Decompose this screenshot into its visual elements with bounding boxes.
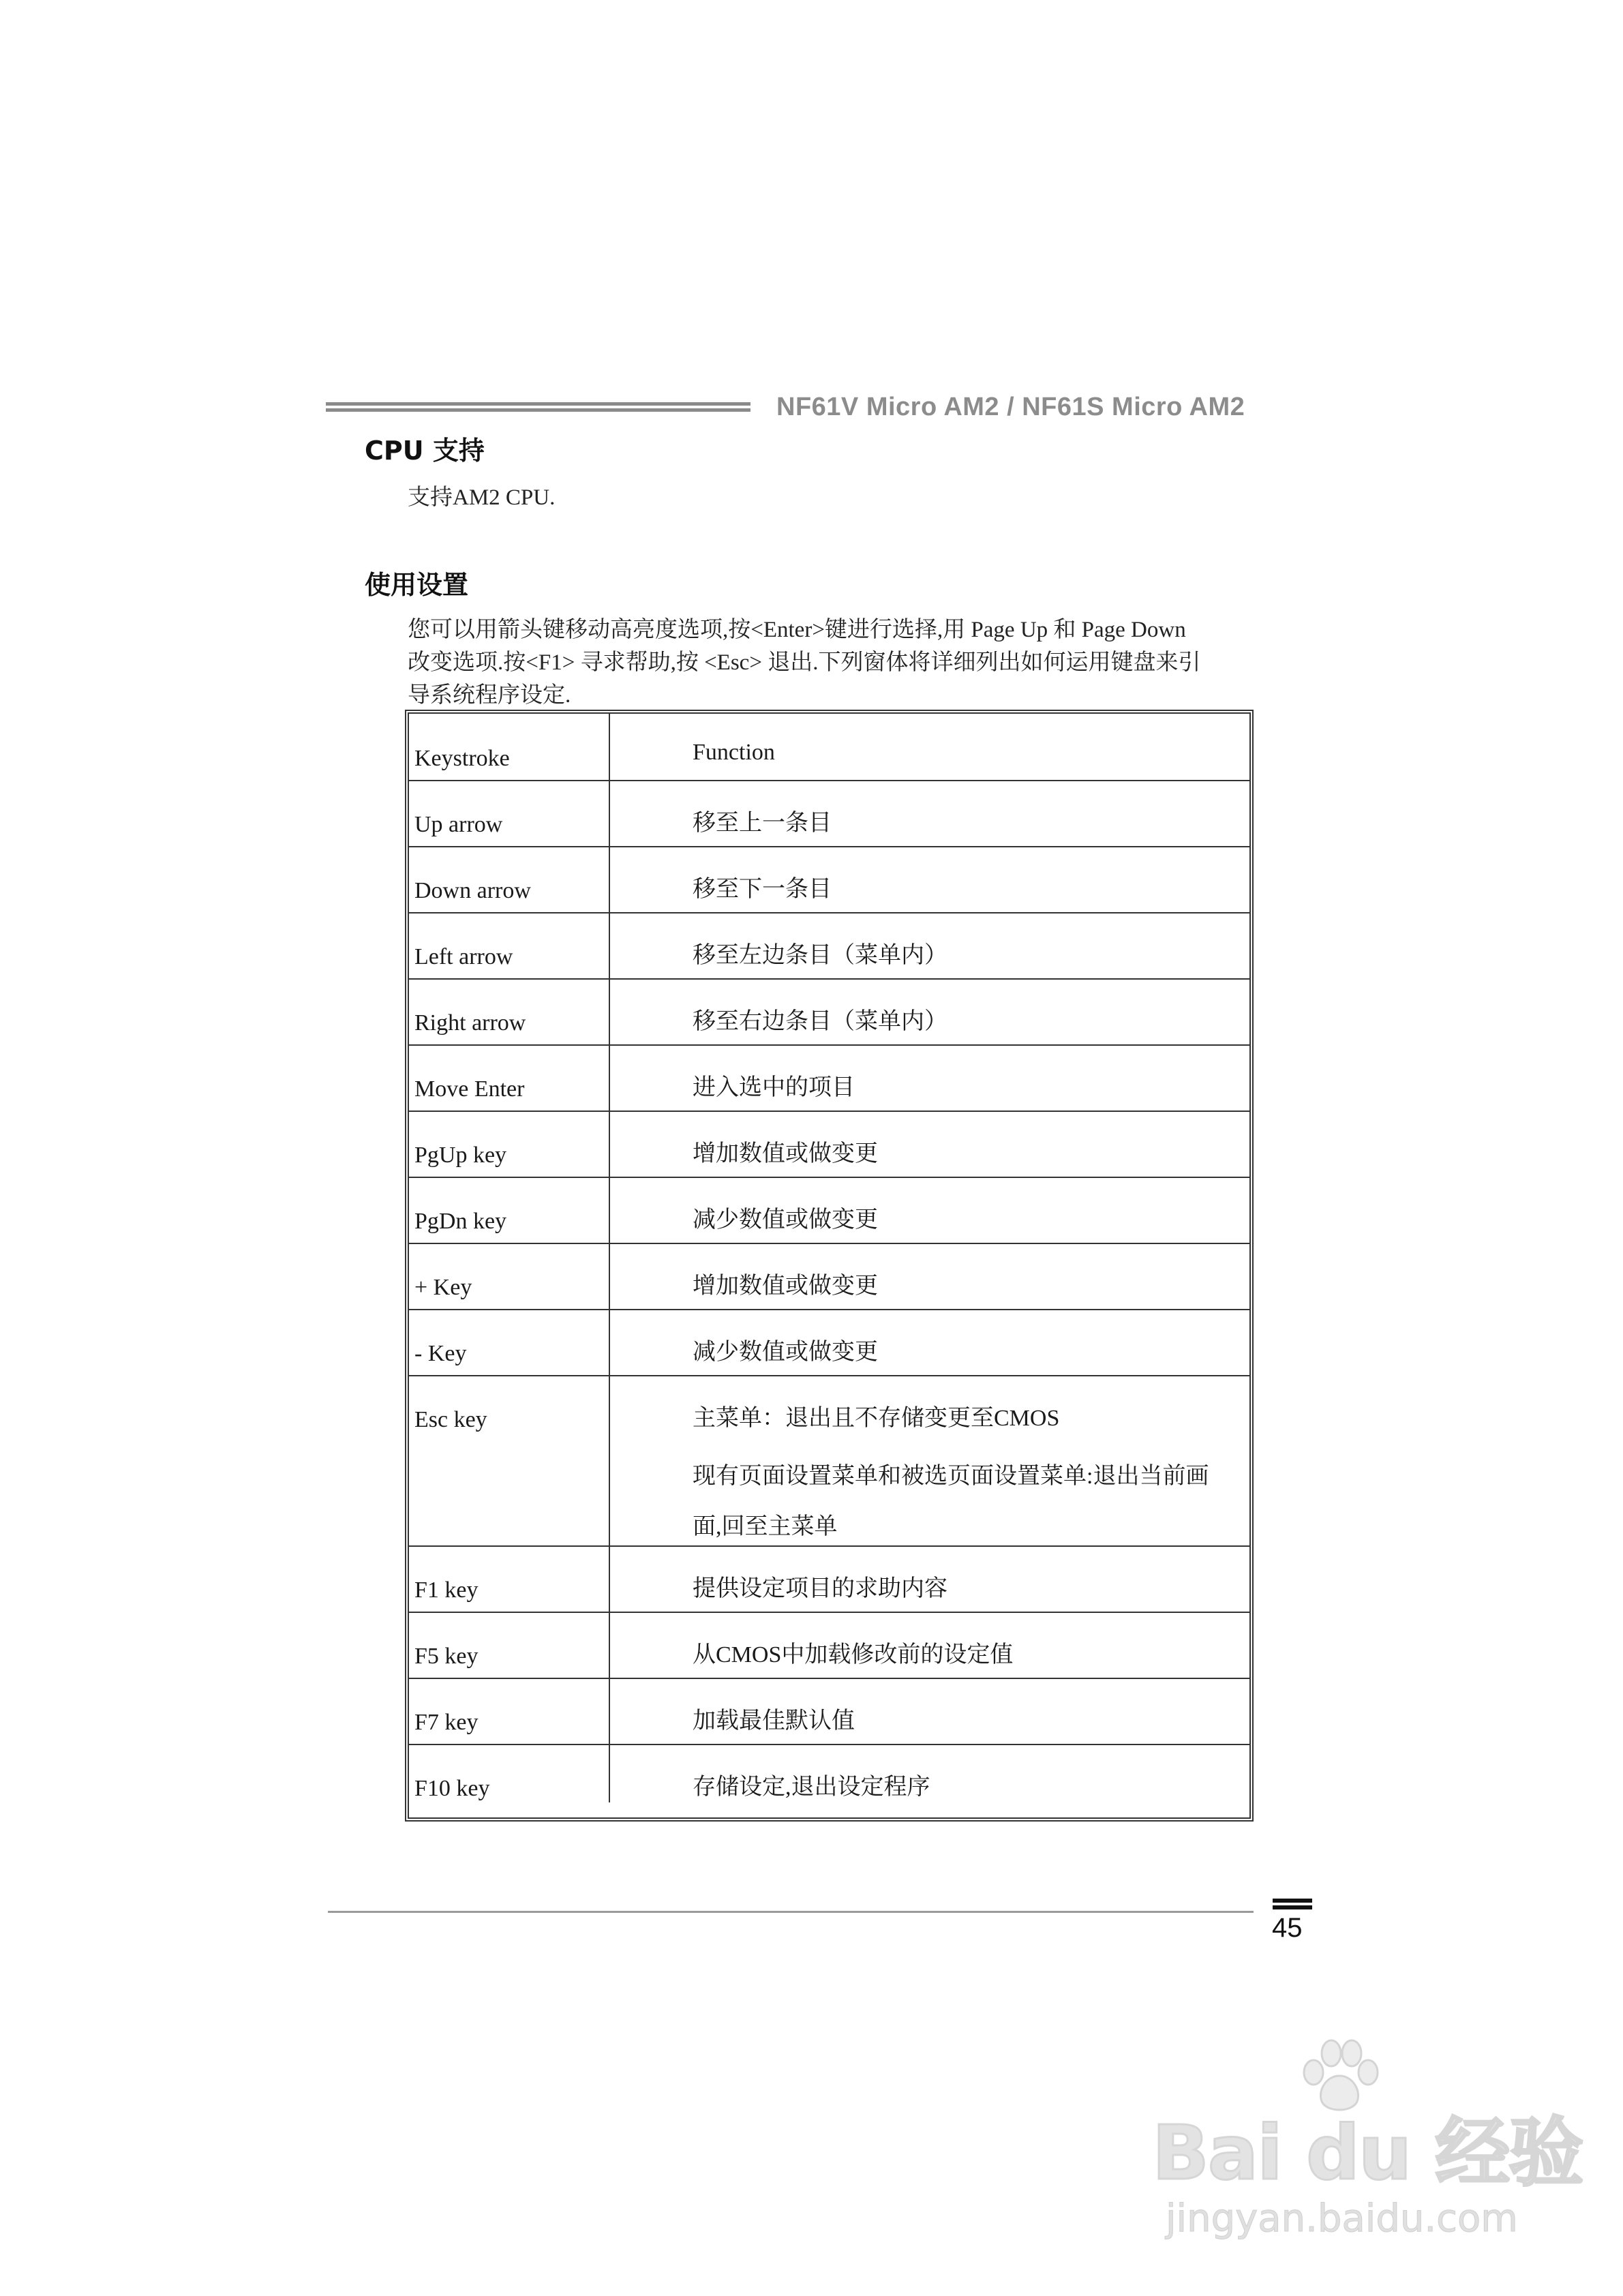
header-function: Function (693, 740, 775, 765)
row-function: 移至右边条目（菜单内） (693, 1009, 947, 1034)
table-row (409, 1178, 1249, 1244)
table-row (409, 847, 1249, 913)
row-key: Up arrow (414, 812, 503, 837)
usage-line: 您可以用箭头键移动高亮度选项,按<Enter>键进行选择,用 Page Up 和 Page Down (408, 618, 1186, 642)
row-function: 现有页面设置菜单和被选页面设置菜单:退出当前画 (693, 1464, 1209, 1489)
table-row (409, 1613, 1249, 1679)
row-key: Down arrow (414, 878, 531, 903)
row-function: 减少数值或做变更 (693, 1340, 878, 1365)
row-key: F7 key (414, 1710, 479, 1735)
usage-paragraph (408, 614, 1307, 712)
table-header-row (409, 714, 1249, 781)
table-row (409, 1679, 1249, 1745)
header-title: NF61V Micro AM2 / NF61S Micro AM2 (776, 393, 1245, 421)
row-function: 移至上一条目 (693, 811, 832, 836)
row-function: 提供设定项目的求助内容 (693, 1576, 947, 1601)
row-key: - Key (414, 1341, 467, 1366)
row-key: PgUp key (414, 1143, 507, 1168)
row-function: 主菜单：退出且不存储变更至CMOS (693, 1406, 1060, 1431)
row-key: F5 key (414, 1644, 479, 1669)
watermark-brand: Bai du 经验 (1152, 2109, 1583, 2196)
row-function: 增加数值或做变更 (693, 1273, 878, 1299)
cpu-text: 支持AM2 CPU. (408, 485, 556, 510)
row-function: 移至下一条目 (693, 877, 832, 902)
table-row (409, 1745, 1249, 1817)
row-function: 进入选中的项目 (693, 1075, 855, 1100)
usage-heading: 使用设置 (365, 570, 469, 600)
row-function: 减少数值或做变更 (693, 1207, 878, 1233)
table-row (409, 1310, 1249, 1376)
baidu-watermark (1152, 2038, 1583, 2241)
row-key: PgDn key (414, 1209, 507, 1234)
table-row (409, 980, 1249, 1046)
row-function: 增加数值或做变更 (693, 1141, 878, 1166)
row-key: Right arrow (414, 1010, 526, 1036)
usage-line: 导系统程序设定. (408, 683, 571, 708)
row-function: 面,回至主菜单 (693, 1514, 838, 1539)
row-key: F1 key (414, 1577, 479, 1603)
table-row (409, 1376, 1249, 1547)
row-function: 移至左边条目（菜单内） (693, 943, 947, 968)
row-key: Esc key (414, 1407, 487, 1432)
usage-line: 改变选项.按<F1> 寻求帮助,按 <Esc> 退出.下列窗体将详细列出如何运用键盘来引 (408, 650, 1201, 675)
table-row (409, 781, 1249, 847)
row-function: 加载最佳默认值 (693, 1708, 855, 1734)
table-row (409, 1547, 1249, 1613)
watermark-url: jingyan.baidu.com (1166, 2196, 1518, 2241)
row-key: F10 key (414, 1776, 490, 1801)
row-function: 从CMOS中加载修改前的设定值 (693, 1642, 1014, 1667)
row-key: Left arrow (414, 944, 513, 969)
footer-rule (328, 1911, 1254, 1913)
row-key: + Key (414, 1275, 472, 1300)
keystroke-table (405, 710, 1254, 1822)
table-row (409, 1112, 1249, 1178)
row-key: Move Enter (414, 1076, 525, 1102)
page-number: 45 (1272, 1913, 1303, 1943)
table-row (409, 1046, 1249, 1112)
footer-bars (1273, 1899, 1312, 1912)
header-keystroke: Keystroke (414, 746, 510, 771)
cpu-heading: CPU 支持 (365, 436, 485, 466)
table-row (409, 1244, 1249, 1310)
header-rule (326, 402, 750, 414)
table-row (409, 913, 1249, 980)
row-function: 存储设定,退出设定程序 (693, 1774, 930, 1800)
